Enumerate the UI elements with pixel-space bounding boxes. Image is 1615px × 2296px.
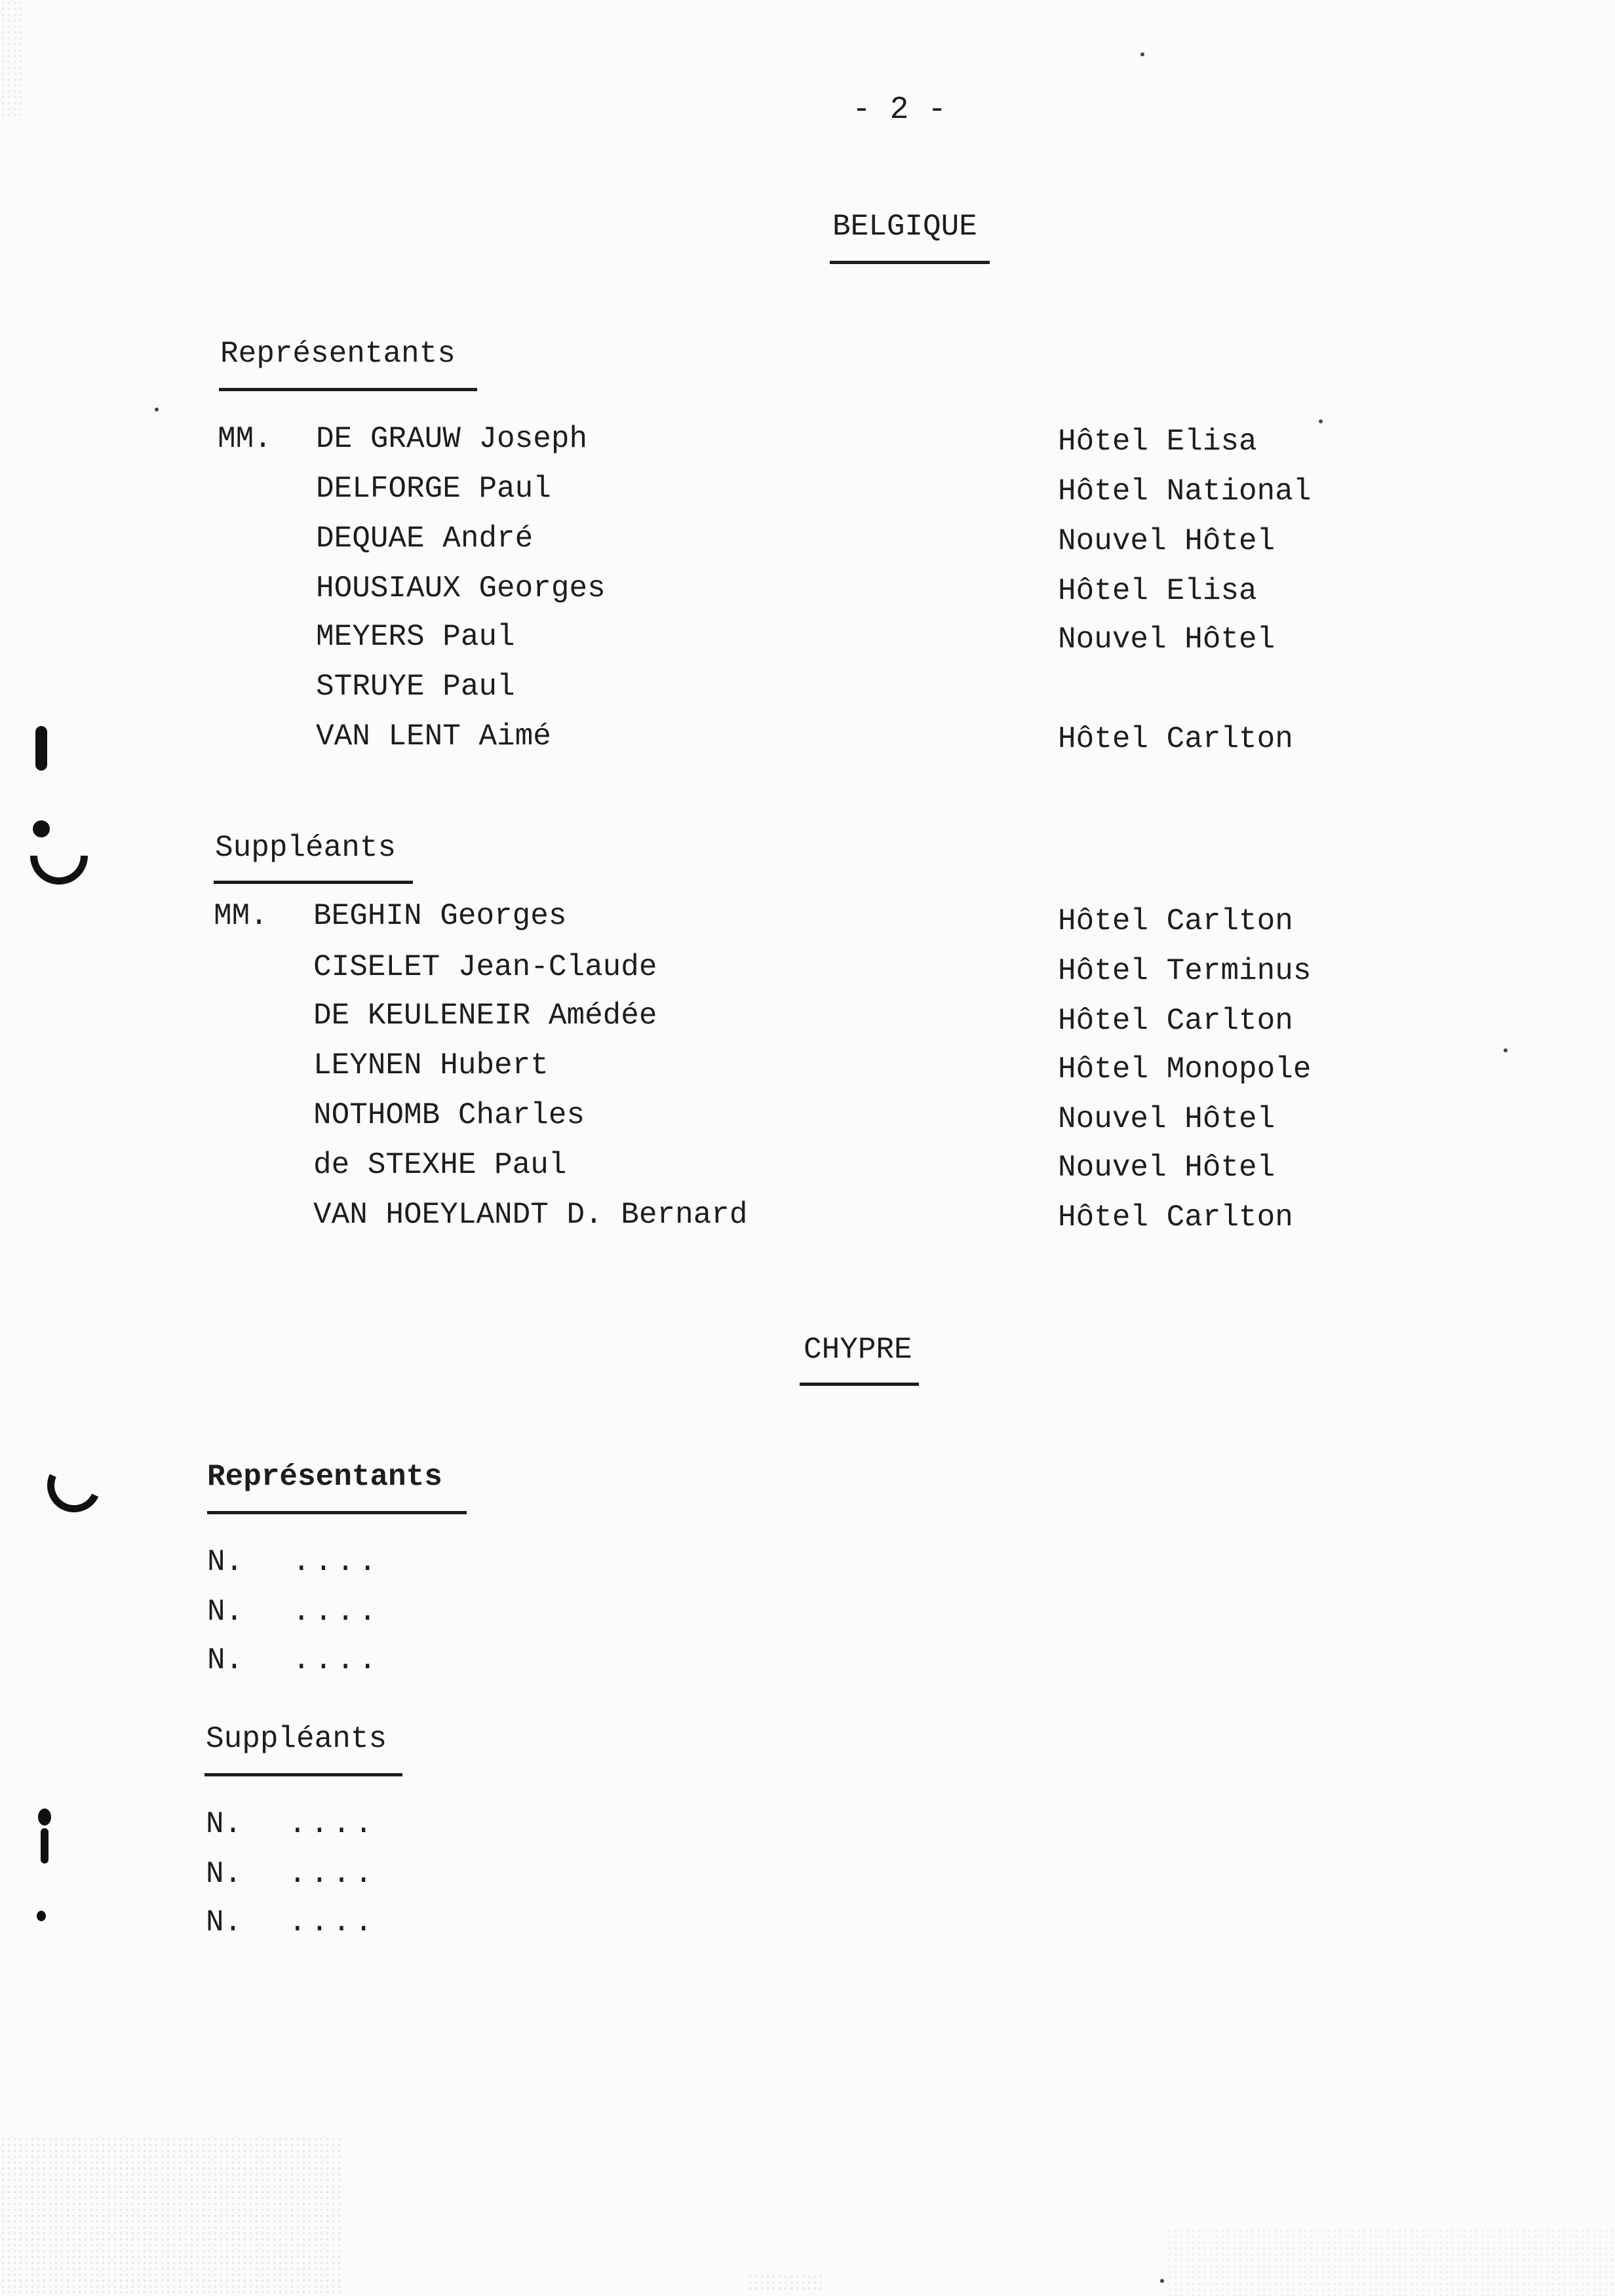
page-number: - 2 - (852, 92, 947, 128)
placeholder-label: N. (206, 1905, 243, 1940)
member-hotel: Hôtel Carlton (1058, 722, 1293, 756)
heading-underline (219, 388, 477, 391)
member-name: CISELET Jean-Claude (313, 950, 657, 984)
member-hotel: Hôtel Carlton (1058, 904, 1293, 938)
scan-noise (0, 2136, 341, 2296)
placeholder-label: N. (206, 1857, 243, 1891)
placeholder-dots: .... (292, 1545, 381, 1579)
member-hotel: Hôtel Monopole (1058, 1052, 1312, 1086)
heading-underline (207, 1511, 467, 1514)
scan-noise (1167, 2228, 1615, 2296)
scan-speck (1319, 419, 1323, 423)
member-hotel: Nouvel Hôtel (1058, 622, 1275, 657)
section-title-belgique: BELGIQUE (832, 210, 977, 244)
member-name: DELFORGE Paul (316, 472, 551, 506)
member-hotel: Hôtel National (1058, 474, 1312, 508)
placeholder-dots: .... (288, 1807, 377, 1841)
punch-hole-mark (39, 1451, 108, 1520)
scan-speck (1504, 1048, 1508, 1052)
member-name: STRUYE Paul (316, 670, 515, 704)
section-title-chypre: CHYPRE (804, 1333, 912, 1367)
member-name: DEQUAE André (316, 522, 534, 556)
scan-speck (1140, 52, 1144, 56)
placeholder-label: N. (207, 1643, 244, 1677)
member-name: MEYERS Paul (316, 620, 515, 654)
placeholder-label: N. (207, 1595, 244, 1629)
member-name: HOUSIAUX Georges (316, 571, 606, 605)
heading-underline (204, 1773, 402, 1776)
chypre-representants-heading: Représentants (207, 1460, 442, 1494)
belgique-suppleants-heading: Suppléants (215, 831, 397, 865)
punch-hole-mark (18, 815, 100, 896)
belgique-representants-prefix: MM. (218, 422, 272, 456)
belgique-representants-heading: Représentants (220, 337, 456, 371)
placeholder-dots: .... (292, 1595, 381, 1629)
scan-speck (1160, 2279, 1164, 2283)
section-title-underline (830, 261, 990, 264)
member-hotel: Hôtel Carlton (1058, 1200, 1293, 1234)
scan-noise (0, 0, 26, 118)
scan-mark (35, 726, 47, 771)
placeholder-label: N. (206, 1807, 243, 1841)
member-name: de STEXHE Paul (313, 1148, 567, 1182)
placeholder-dots: .... (288, 1857, 377, 1891)
scan-noise (747, 2274, 826, 2293)
placeholder-label: N. (207, 1545, 244, 1579)
member-hotel: Nouvel Hôtel (1058, 1102, 1275, 1136)
member-name: LEYNEN Hubert (313, 1048, 549, 1082)
belgique-suppleants-prefix: MM. (214, 899, 268, 933)
scan-mark (41, 1828, 49, 1864)
member-name: NOTHOMB Charles (313, 1098, 585, 1132)
member-name: BEGHIN Georges (313, 899, 567, 933)
member-hotel: Hôtel Terminus (1058, 954, 1312, 988)
member-name: VAN LENT Aimé (316, 719, 551, 754)
chypre-suppleants-heading: Suppléants (206, 1722, 387, 1756)
member-hotel: Hôtel Elisa (1058, 574, 1257, 608)
placeholder-dots: .... (288, 1905, 377, 1940)
scan-mark (38, 1808, 51, 1826)
member-hotel: Nouvel Hôtel (1058, 524, 1275, 558)
heading-underline (214, 881, 413, 884)
member-hotel: Hôtel Carlton (1058, 1004, 1293, 1038)
member-hotel: Hôtel Elisa (1058, 425, 1257, 459)
member-name: VAN HOEYLANDT D. Bernard (313, 1198, 748, 1232)
placeholder-dots: .... (292, 1643, 381, 1677)
member-name: DE KEULENEIR Amédée (313, 999, 657, 1033)
scan-speck (155, 408, 159, 411)
member-hotel: Nouvel Hôtel (1058, 1151, 1275, 1185)
member-name: DE GRAUW Joseph (316, 422, 588, 456)
scan-mark (37, 1911, 46, 1921)
section-title-underline (800, 1383, 919, 1386)
